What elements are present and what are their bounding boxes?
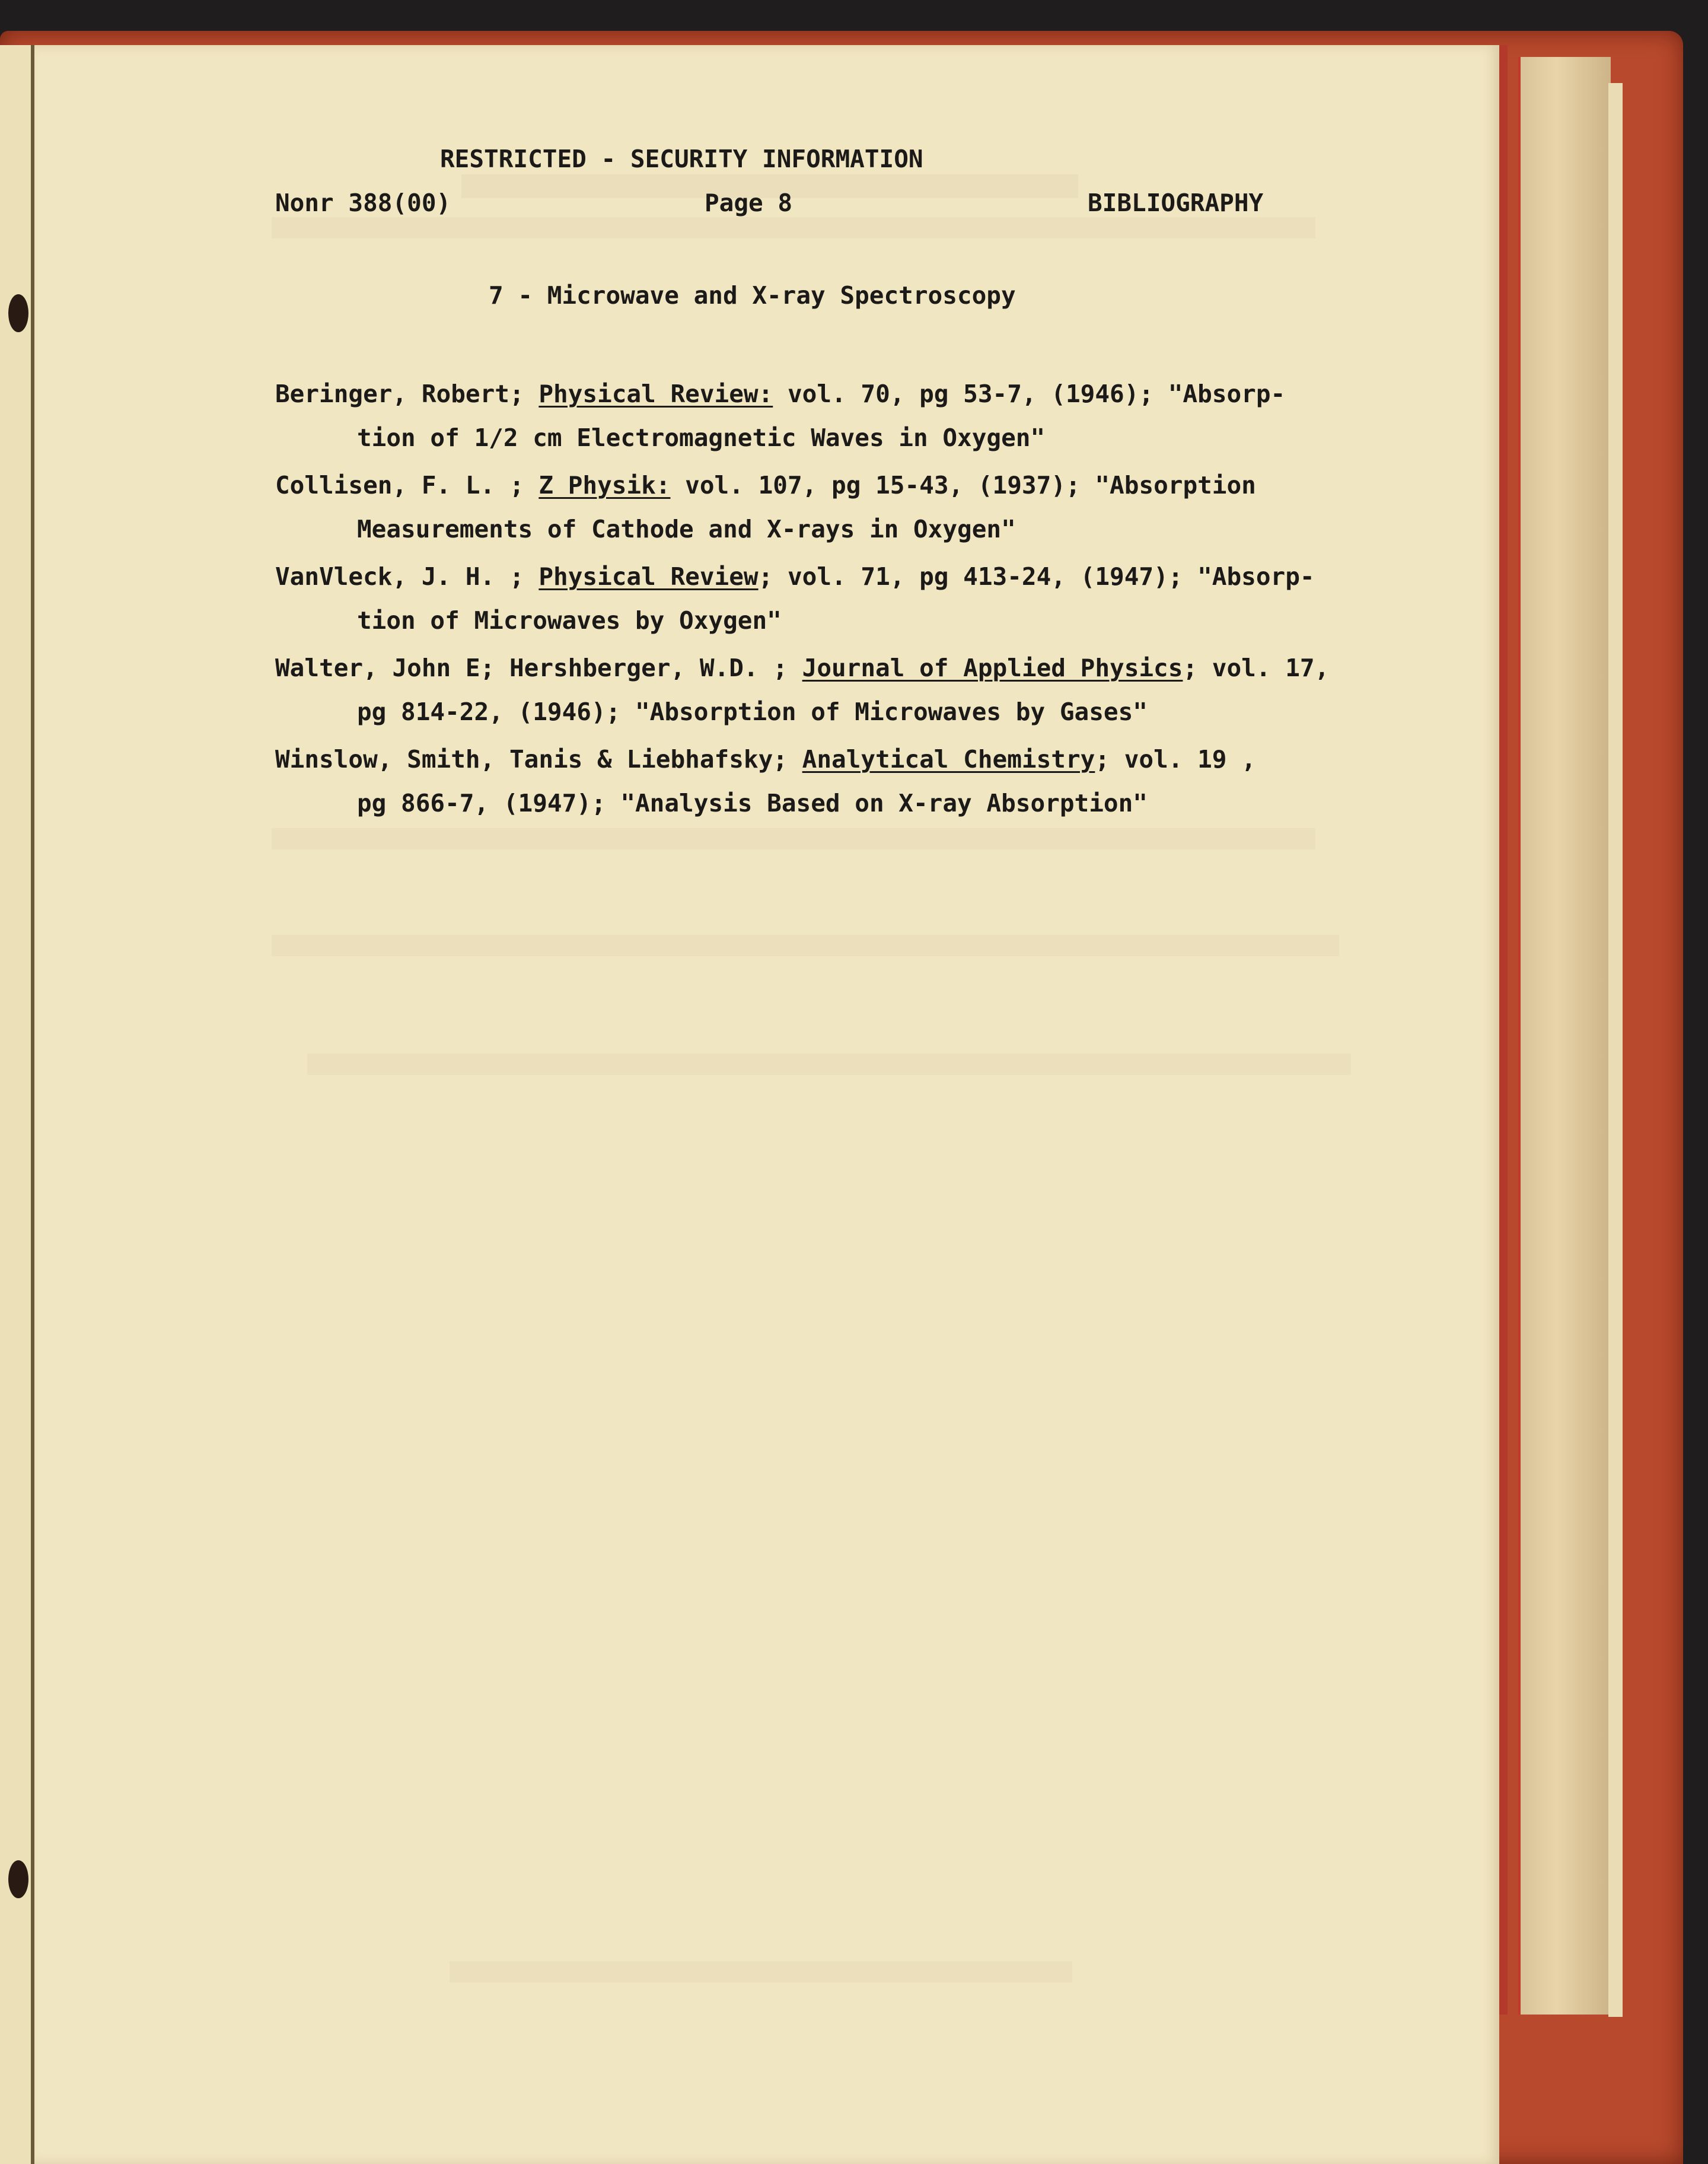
entry-continuation: pg 866-7, (1947); "Analysis Based on X-ray Absorption" [357, 789, 1148, 817]
entry-citation: vol. 107, pg 15-43, (1937); "Absorption [670, 471, 1256, 499]
show-through [272, 935, 1339, 956]
page-stack-edge [1518, 57, 1611, 2015]
show-through [272, 217, 1315, 238]
page-number: Page 8 [705, 189, 793, 217]
entry-authors: Winslow, Smith, Tanis & Liebhafsky; [275, 745, 802, 774]
entry-journal: Physical Review [538, 562, 759, 591]
page-stack-outer-edge [1608, 83, 1623, 2017]
bibliography-entry [275, 654, 1329, 682]
bibliography-entry [275, 745, 1256, 774]
show-through [272, 828, 1315, 849]
entry-continuation: pg 814-22, (1946); "Absorption of Microwaves by Gases" [357, 698, 1148, 726]
entry-journal: Z Physik: [538, 471, 671, 499]
bibliography-entry [275, 471, 1256, 499]
bibliography-entry [275, 562, 1315, 591]
entry-continuation: Measurements of Cathode and X-rays in Oxygen" [357, 515, 1016, 543]
entry-authors: Collisen, F. L. ; [275, 471, 539, 499]
binder-hole [8, 294, 28, 332]
subsection-title: 7 - Microwave and X-ray Spectroscopy [489, 281, 1016, 310]
entry-continuation: tion of 1/2 cm Electromagnetic Waves in Oxygen" [357, 424, 1046, 452]
entry-continuation: tion of Microwaves by Oxygen" [357, 606, 782, 635]
entry-journal: Journal of Applied Physics [802, 654, 1183, 682]
entry-journal: Analytical Chemistry [802, 745, 1095, 774]
entry-citation: ; vol. 19 , [1095, 745, 1256, 774]
entry-authors: Walter, John E; Hershberger, W.D. ; [275, 654, 802, 682]
page-stack-red-edge [1499, 45, 1508, 2015]
contract-number: Nonr 388(00) [275, 189, 451, 217]
show-through [307, 1054, 1351, 1075]
entry-citation: ; vol. 71, pg 413-24, (1947); "Absorp- [758, 562, 1315, 591]
section-title: BIBLIOGRAPHY [1088, 189, 1264, 217]
classification-header: RESTRICTED - SECURITY INFORMATION [440, 145, 923, 173]
entry-citation: vol. 70, pg 53-7, (1946); "Absorp- [773, 380, 1286, 408]
entry-authors: Beringer, Robert; [275, 380, 539, 408]
document-page [34, 45, 1499, 2164]
show-through [450, 1961, 1072, 1982]
bibliography-entry [275, 380, 1285, 408]
binder-hole [8, 1860, 28, 1898]
facing-page-edge [0, 45, 34, 2164]
entry-authors: VanVleck, J. H. ; [275, 562, 539, 591]
entry-journal: Physical Review: [538, 380, 773, 408]
entry-citation: ; vol. 17, [1183, 654, 1330, 682]
